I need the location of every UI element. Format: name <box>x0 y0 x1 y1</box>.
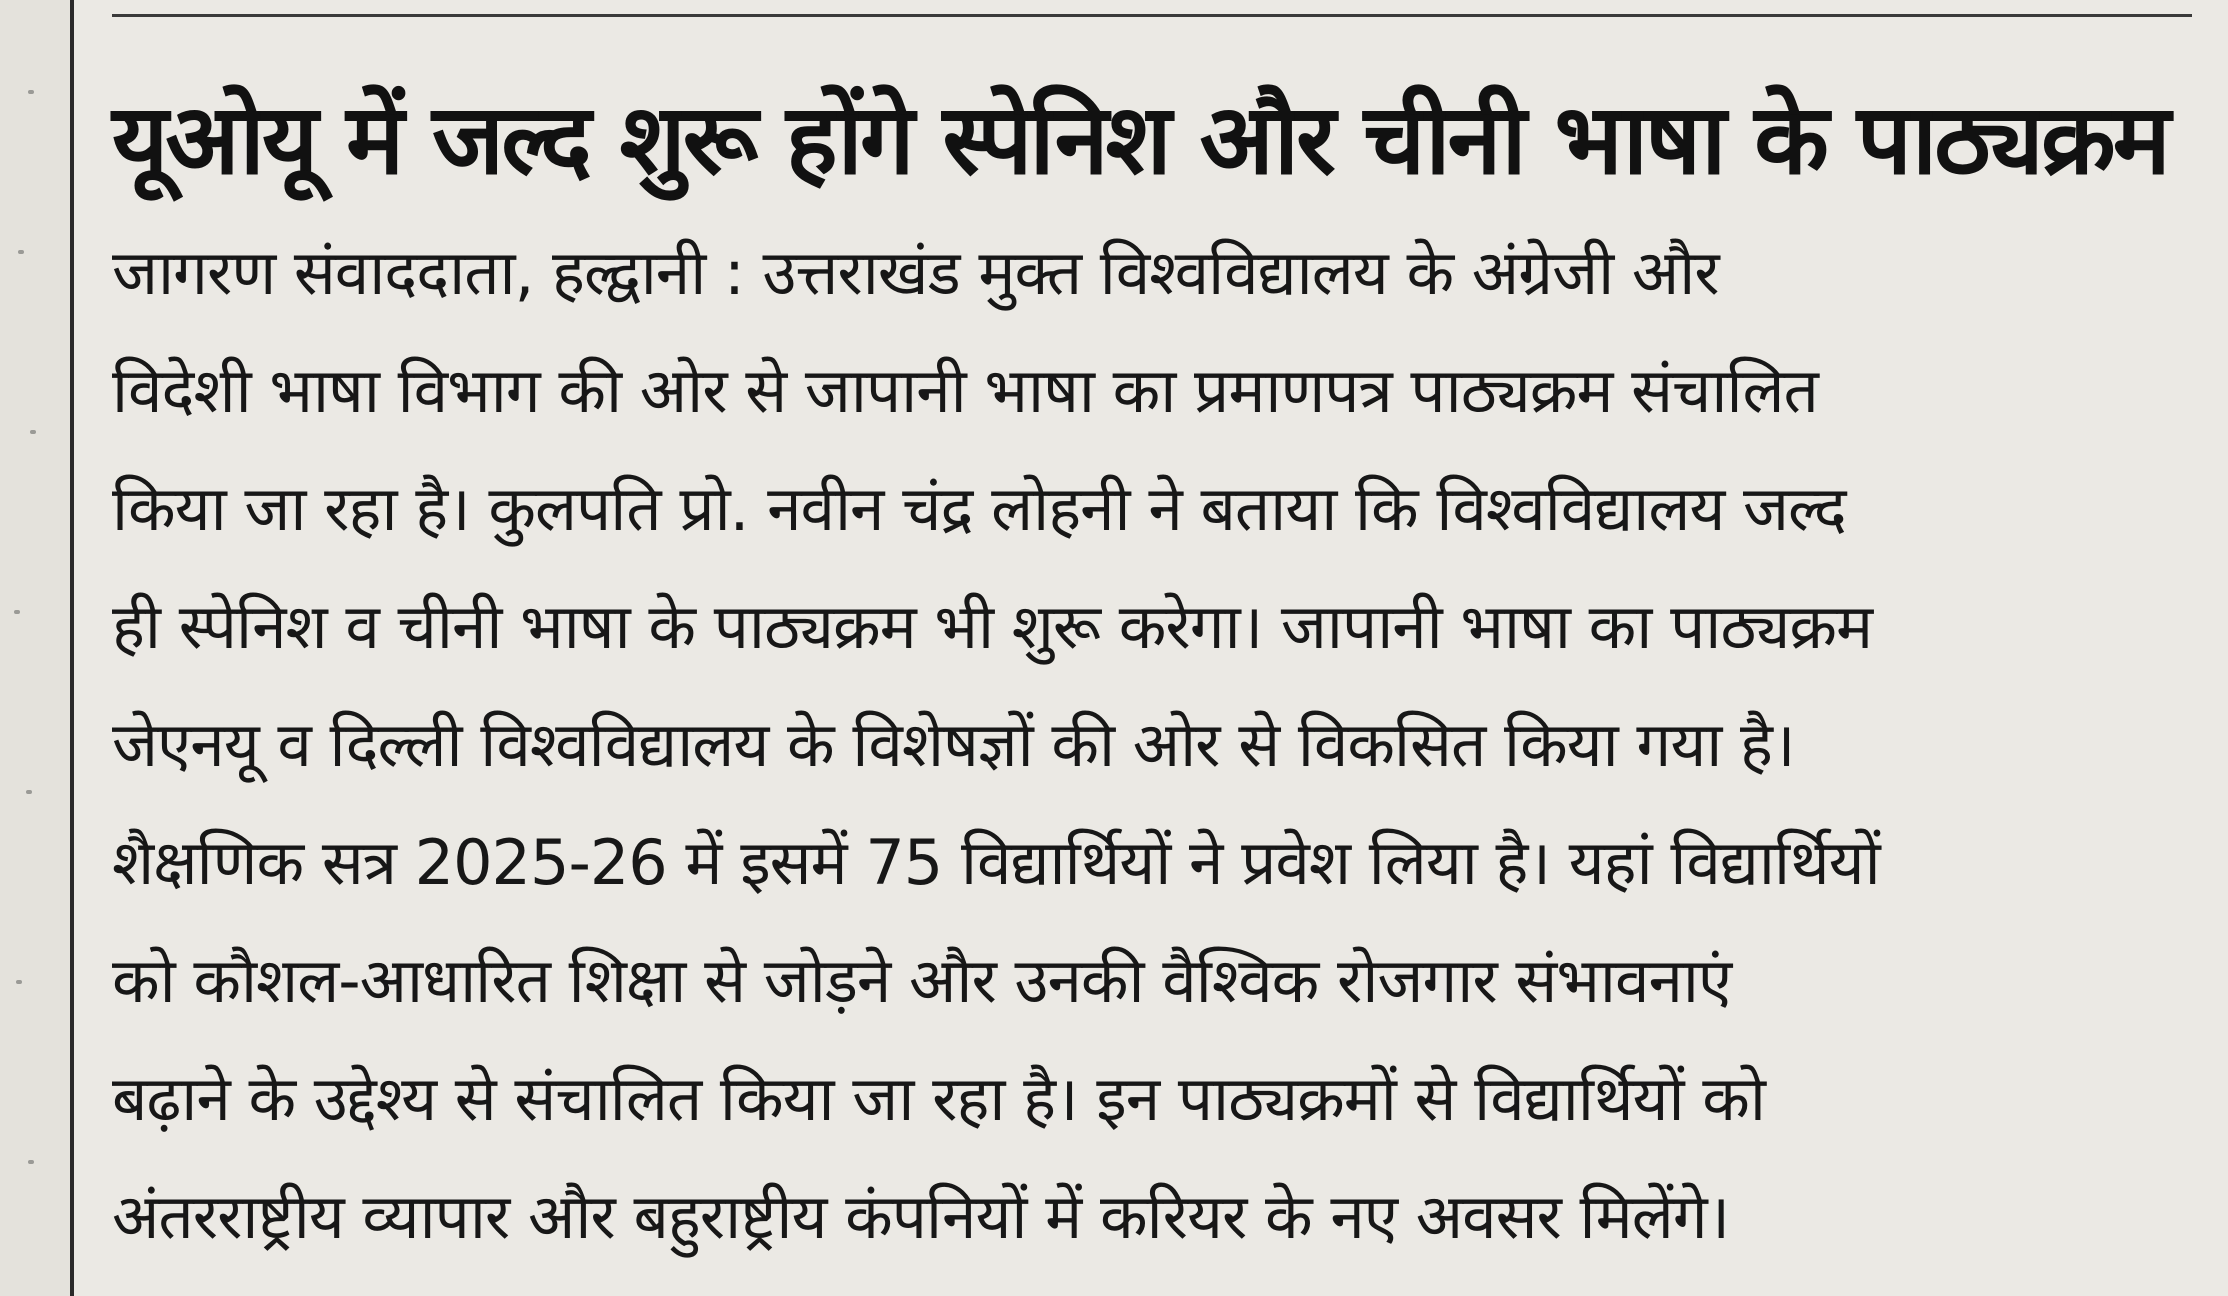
article-line: किया जा रहा है। कुलपति प्रो. नवीन चंद्र लोहनी ने बताया कि विश्वविद्यालय जल्द <box>112 472 1846 545</box>
print-speck <box>28 90 34 94</box>
article-line: ही स्पेनिश व चीनी भाषा के पाठ्यक्रम भी शुरू करेगा। जापानी भाषा का पाठ्यक्रम <box>112 590 1873 663</box>
column-divider <box>70 0 74 1296</box>
print-speck <box>30 430 36 434</box>
article-line: जागरण संवाददाता, हल्द्वानी : उत्तराखंड मुक्त विश्वविद्यालय के अंग्रेजी और <box>112 236 1719 309</box>
print-speck <box>28 1160 34 1164</box>
print-speck <box>14 610 20 614</box>
article-body <box>112 214 2192 1276</box>
article-headline: यूओयू में जल्द शुरू होंगे स्पेनिश और चीनी भाषा के पाठ्यक्रम <box>112 83 2168 196</box>
article-line: को कौशल-आधारित शिक्षा से जोड़ने और उनकी वैश्विक रोजगार संभावनाएं <box>112 944 1732 1017</box>
article-line: विदेशी भाषा विभाग की ओर से जापानी भाषा का प्रमाणपत्र पाठ्यक्रम संचालित <box>112 354 1818 427</box>
print-speck <box>26 790 32 794</box>
news-article <box>112 70 2192 1276</box>
print-speck <box>18 250 24 254</box>
left-margin <box>0 0 70 1296</box>
print-speck <box>16 980 22 984</box>
article-line: शैक्षणिक सत्र 2025-26 में इसमें 75 विद्यार्थियों ने प्रवेश लिया है। यहां विद्यार्थियों <box>112 826 1880 899</box>
article-line: जेएनयू व दिल्ली विश्वविद्यालय के विशेषज्ञों की ओर से विकसित किया गया है। <box>112 708 1795 781</box>
top-rule <box>112 14 2192 17</box>
article-line: बढ़ाने के उद्देश्य से संचालित किया जा रहा है। इन पाठ्यक्रमों से विद्यार्थियों को <box>112 1062 1765 1135</box>
article-line: अंतरराष्ट्रीय व्यापार और बहुराष्ट्रीय कंपनियों में करियर के नए अवसर मिलेंगे। <box>112 1180 1730 1253</box>
